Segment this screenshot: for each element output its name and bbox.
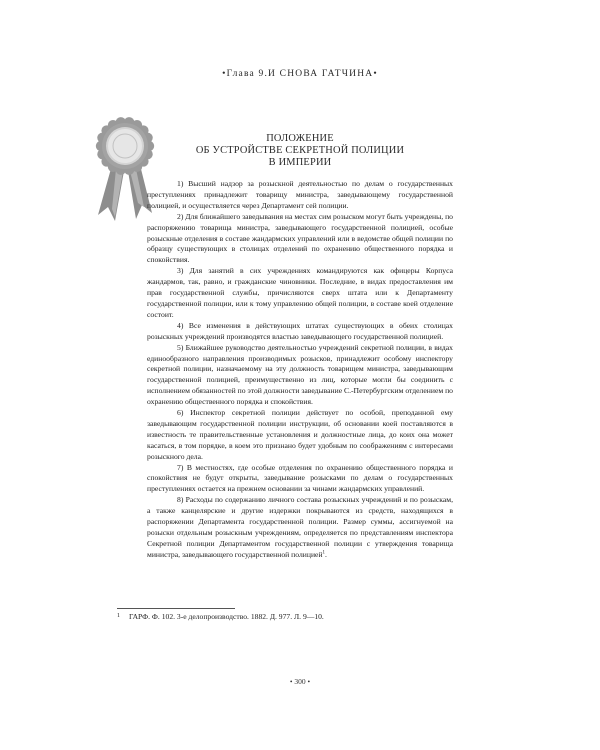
paragraph-2: 2) Для ближайшего заведывания на местах сим розыском могут быть учреждены, по распоряжению товарища министра, заведывающего государственной полицией, особые розыскные отделения в составе жандармских управлений или в ведомстве общей полиции по образцу существующих в столицах отделений по охранению общественного порядка и спокойствия.	[147, 211, 453, 265]
paragraph-4: 4) Все изменения в действующих штатах существующих в обеих столицах розыскных учреждений производятся властью заведывающего государственной полицией.	[147, 320, 453, 341]
title-line: ОБ УСТРОЙСТВЕ СЕКРЕТНОЙ ПОЛИЦИИ	[195, 145, 405, 156]
paragraph-8-text: 8) Расходы по содержанию личного состава розыскных учреждений и по розыскам, а также канцелярские и другие издержки покрываются из средств, находящихся в распоряжении Департамента государственной полиции. Размер суммы, ассигнуемой на розыски отдельным розыскным учреждениям, определяется по представлениям инспектора Секретной полиции Департаментом государственной полиции с утверждения товарища министра, заведывающего государственной полицией	[147, 495, 453, 559]
footnote	[117, 612, 324, 621]
footnote-reference[interactable]: 1	[322, 550, 326, 556]
document-title	[180, 133, 420, 169]
document-body	[147, 179, 453, 561]
title-line: В ИМПЕРИИ	[268, 157, 332, 168]
title-line: ПОЛОЖЕНИЕ	[266, 133, 334, 144]
paragraph-1: 1) Высший надзор за розыскной деятельностью по делам о государственных преступлениях принадлежит товарищу министра, заведывающему государственной полицией, и осуществляется через Департамент сей полиции.	[147, 179, 453, 210]
paragraph-3: 3) Для занятий в сих учреждениях командируются как офицеры Корпуса жандармов, так, равно, и гражданские чиновники. Последние, в видах предоставления им прав государственной службы, причисляются сверх штата или к Департаменту государственной полиции, или к тому управлению общей полиции, в составе коей отделение состоит.	[147, 266, 453, 319]
page-number: • 300 •	[289, 677, 311, 686]
footnote-mark: 1	[117, 613, 120, 619]
paragraph-8: 8) Расходы по содержанию личного состава розыскных учреждений и по розыскам, а также канцелярские и другие издержки покрываются из средств, находящихся в распоряжении Департамента государственной полиции. Размер суммы, ассигнуемой на розыски отдельным розыскным учреждениям, определяется по представлениям инспектора Секретной полиции Департаментом государственной полиции с утверждения товарища министра, заведывающего государственной полицией$^1$.	[147, 495, 453, 559]
footnote-divider	[117, 608, 235, 609]
running-header: •Глава 9.И СНОВА ГАТЧИНА•	[222, 69, 378, 79]
footnote-text: ГАРФ. Ф. 102. 3-е делопроизводство. 1882. Д. 977. Л. 9—10.	[129, 612, 324, 621]
paragraph-6: 6) Инспектор секретной полиции действует по особой, преподанной ему заведывающим государственной полиции инструкции, об основании коей поставляются в известность те правительственные установления и должностные лица, до коих она может касаться, в том порядке, в коем это признано будет удобным по соображениям с интересами розыскного дела.	[147, 408, 453, 461]
paragraph-7: 7) В местностях, где особые отделения по охранению общественного порядка и спокойствия не будут открыты, заведывание розысками по делам о государственных преступлениях остается на прежнем основании за чинами жандармских управлений.	[147, 462, 453, 494]
paragraph-5: 5) Ближайшее руководство деятельностью учреждений секретной полиции, в видах единообразного направления производимых розысков, принадлежит особому инспектору секретной полиции, назначаемому на эту должность товарищем министра, заведывающим государственной полицией, преимущественно из лиц, которые могли бы соединить с исполнением обязанностей по этой должности заведывание С.-Петербургским отделением по охранению общественного порядка и спокойствия.	[147, 342, 453, 407]
